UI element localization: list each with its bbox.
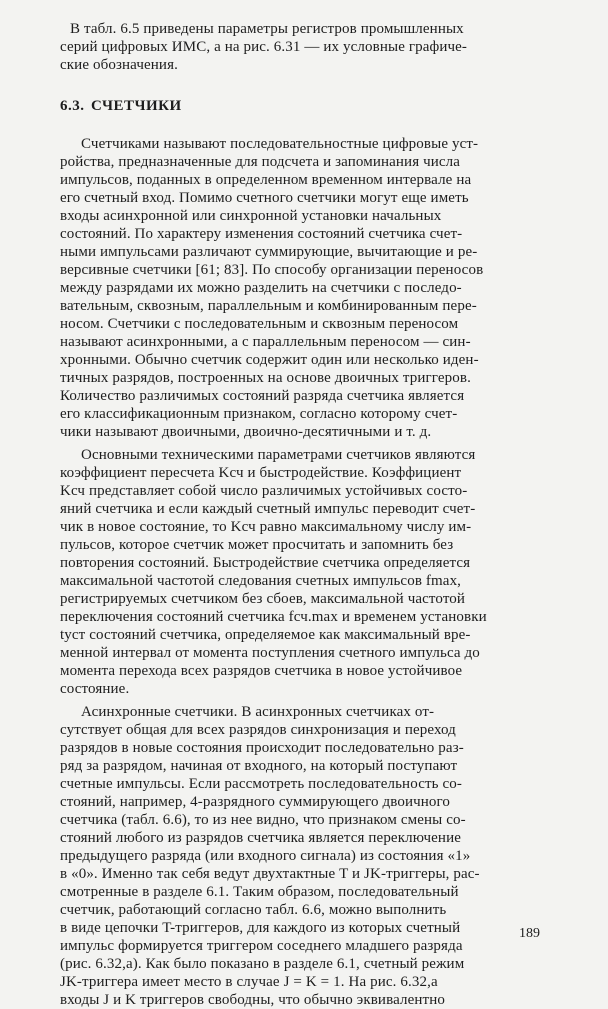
paragraph-3-line-1: Асинхронные счетчики. В асинхронных счетчиках от- [81,704,435,720]
intro-line-1: В табл. 6.5 приведены параметры регистров промышленных [70,21,464,37]
paragraph-2-line-7: повторения состояний. Быстродействие счетчика определяется [60,555,471,571]
paragraph-1-line-2: ройства, предназначенные для подсчета и запоминания числа [60,154,461,170]
paragraph-3-line-13: в виде цепочки T-триггеров, для каждого из которых счетный [60,920,461,936]
paragraph-1-line-3: импульсов, поданных в определенном временном интервале на [60,172,472,188]
paragraph-1-line-6: состояний. По характеру изменения состояний счетчика счет- [60,226,463,242]
paragraph-1-line-11: носом. Счетчики с последовательным и сквозным переносом [60,316,459,332]
paragraph-1-line-8: версивные счетчики [61; 83]. По способу организации переносов [60,262,484,278]
document-page [60,10,548,1008]
paragraph-2-line-5: чик в новое состояние, то Kсч равно максимальному числу им- [60,519,472,535]
paragraph-1-line-16: его классификационным признаком, согласно которому счет- [60,406,458,422]
paragraph-3-line-8: стояний любого из разрядов счетчика является переключение [60,830,461,846]
paragraph-2-line-14: состояние. [60,681,130,697]
paragraph-3-line-11: смотренные в разделе 6.1. Таким образом, последовательный [60,884,459,900]
paragraph-2-line-13: момента перехода всех разрядов счетчика в новое устойчивое [60,663,463,679]
paragraph-2-line-1: Основными техническими параметрами счетчиков являются [81,447,476,463]
page-number: 189 [519,926,540,941]
paragraph-3-line-15: (рис. 6.32,а). Как было показано в разделе 6.1, счетный режим [60,956,465,972]
paragraph-3-line-10: в «0». Именно так себя ведут двухтактные T и JK-триггеры, рас- [60,866,480,882]
paragraph-1-line-5: входы асинхронной или синхронной установки начальных [60,208,442,224]
section-title: СЧЕТЧИКИ [91,98,182,114]
intro-line-2: серий цифровых ИМС, а на рис. 6.31 — их условные графиче- [60,39,468,55]
paragraph-1-line-14: тичных разрядов, построенных на основе двоичных триггеров. [60,370,471,386]
intro-line-3: ские обозначения. [60,57,178,73]
paragraph-1-line-9: между разрядами их можно разделить на счетчики с последо- [60,280,462,296]
paragraph-3-line-17: входы J и K триггеров свободны, что обычно эквивалентно [60,992,445,1008]
paragraph-3-line-3: разрядов в новые состояния происходит последовательно раз- [60,740,464,756]
paragraph-1-line-13: хронными. Обычно счетчик содержит один или несколько иден- [60,352,479,368]
paragraph-2-line-2: коэффициент пересчета Kсч и быстродействие. Коэффициент [60,465,462,481]
paragraph-3-line-9: предыдущего разряда (или входного сигнала) из состояния «1» [60,848,471,864]
paragraph-2-line-9: регистрируемых счетчиком без сбоев, максимальной частотой [60,591,466,607]
paragraph-2-line-8: максимальной частотой следования счетных импульсов fmax, [60,573,462,589]
paragraph-2-line-12: менной интервал от момента поступления счетного импульса до [60,645,480,661]
paragraph-3-line-7: счетчика (табл. 6.6), то из нее видно, что признаком смены со- [60,812,466,828]
paragraph-3-line-6: стояний, например, 4-разрядного суммирующего двоичного [60,794,451,810]
paragraph-2-line-6: пульсов, которое счетчик может просчитать и запомнить без [60,537,454,553]
paragraph-2-line-4: яний счетчика и если каждый счетный импульс переводит счет- [60,501,476,517]
paragraph-2-line-11: tуст состояний счетчика, определяемое как максимальный вре- [60,627,471,643]
paragraph-1-line-1: Счетчиками называют последовательностные цифровые уст- [81,136,479,152]
paragraph-1-line-12: называют асинхронными, а с параллельным переносом — син- [60,334,471,350]
paragraph-2-line-3: Kсч представляет собой число различимых устойчивых состо- [60,483,468,499]
section-number: 6.3. [60,98,85,114]
paragraph-3-line-4: ряд за разрядом, начиная от входного, на который поступают [60,758,458,774]
paragraph-1-line-4: его счетный вход. Помимо счетного счетчики могут еще иметь [60,190,469,206]
paragraph-3-line-16: JK-триггера имеет место в случае J = K = 1. На рис. 6.32,а [60,974,438,990]
paragraph-3-line-2: сутствует общая для всех разрядов синхронизация и переход [60,722,456,738]
paragraph-3-line-12: счетчик, работающий согласно табл. 6.6, можно выполнить [60,902,447,918]
paragraph-1-line-10: вательным, сквозным, параллельным и комбинированным пере- [60,298,477,314]
paragraph-3-line-5: счетные импульсы. Если рассмотреть последовательность со- [60,776,462,792]
paragraph-3-line-14: импульс формируется триггером соседнего младшего разряда [60,938,463,954]
paragraph-1-line-7: ными импульсами различают суммирующие, вычитающие и ре- [60,244,478,260]
paragraph-1-line-17: чики называют двоичными, двоично-десятичными и т. д. [60,424,432,440]
paragraph-2-line-10: переключения состояний счетчика fсч.max и временем установки [60,609,487,625]
paragraph-1-line-15: Количество различимых состояний разряда счетчика является [60,388,465,404]
